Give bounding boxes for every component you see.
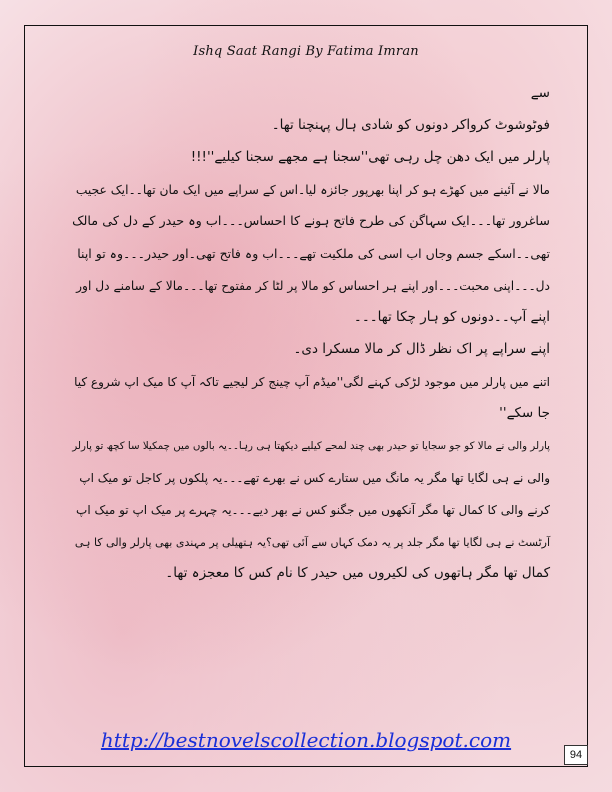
text-line: دل۔۔۔اپنی محبت۔۔۔اور اپنے ہر احساس کو مالا پر لٹا کر مفتوح تھا۔۔۔مالا کے سامنے دل اور — [76, 278, 550, 293]
text-line: ساغرور تھا۔۔۔ایک سہاگن کی طرح فاتح ہونے کا احساس۔۔۔اب وہ حیدر کے دل کی مالک — [72, 213, 550, 229]
text-line: مالا نے آئینے میں کھڑے ہو کر اپنا بھرپور جائزہ لیا۔اس کے سراپے میں ایک مان تھا۔۔ایک عجیب — [75, 182, 550, 197]
text-line: فوٹوشوٹ کرواکر دونوں کو شادی ہال پہنچنا تھا۔ — [271, 117, 550, 134]
text-line: جا سکے'' — [499, 405, 550, 422]
blog-link[interactable]: http://bestnovelscollection.blogspot.com — [100, 728, 512, 752]
text-line: کرنے والی کا کمال تھا مگر آنکھوں میں جگنو کس نے بھر دیے۔۔۔یہ چہرے پر میک اپ تو میک اپ — [76, 503, 550, 517]
text-line: آرٹسٹ نے ہی لگایا تھا مگر جلد پر یہ دمک کہاں سے آئی تھی؟یہ ہتھیلی پر مہندی بھی پارلر والی کا ہی — [74, 535, 550, 549]
text-line: سے — [530, 85, 550, 102]
text-line: اپنے سراپے پر اک نظر ڈال کر مالا مسکرا دی۔ — [293, 341, 550, 358]
text-line: پارلر والی نے مالا کو جو سجایا تو حیدر بھی چند لمحے کیلیے دیکھتا ہی رہا۔۔یہ بالوں میں چمکیلا سا کچھ تو پارلر — [72, 439, 550, 452]
text-line: اپنے آپ۔۔دونوں کو ہار چکا تھا۔۔۔ — [353, 309, 550, 326]
text-line: پارلر میں ایک دھن چل رہی تھی''سجنا ہے مجھے سجنا کیلیے''!!! — [190, 149, 550, 166]
page-header-title: Ishq Saat Rangi By Fatima Imran — [193, 44, 419, 59]
text-line: کمال تھا مگر ہاتھوں کی لکیروں میں حیدر کا نام کس کا معجزہ تھا۔ — [165, 565, 550, 582]
text-line: اتنے میں پارلر میں موجود لڑکی کہنے لگی''میڈم آپ چینج کر لیجیے تاکہ آپ کا میک اپ شروع کیا — [74, 375, 550, 389]
page-number: 94 — [564, 745, 588, 765]
text-line: تھی۔۔اسکے جسم وجاں اب اسی کی ملکیت تھے۔۔۔اب وہ فاتح تھی۔اور حیدر۔۔۔وہ تو اپنا — [77, 245, 550, 261]
text-line: والی نے ہی لگایا تھا مگر یہ مانگ میں ستارے کس نے بھرے تھے۔۔۔یہ پلکوں پر کاجل تو میک اپ — [79, 471, 550, 485]
body-text — [70, 78, 550, 590]
